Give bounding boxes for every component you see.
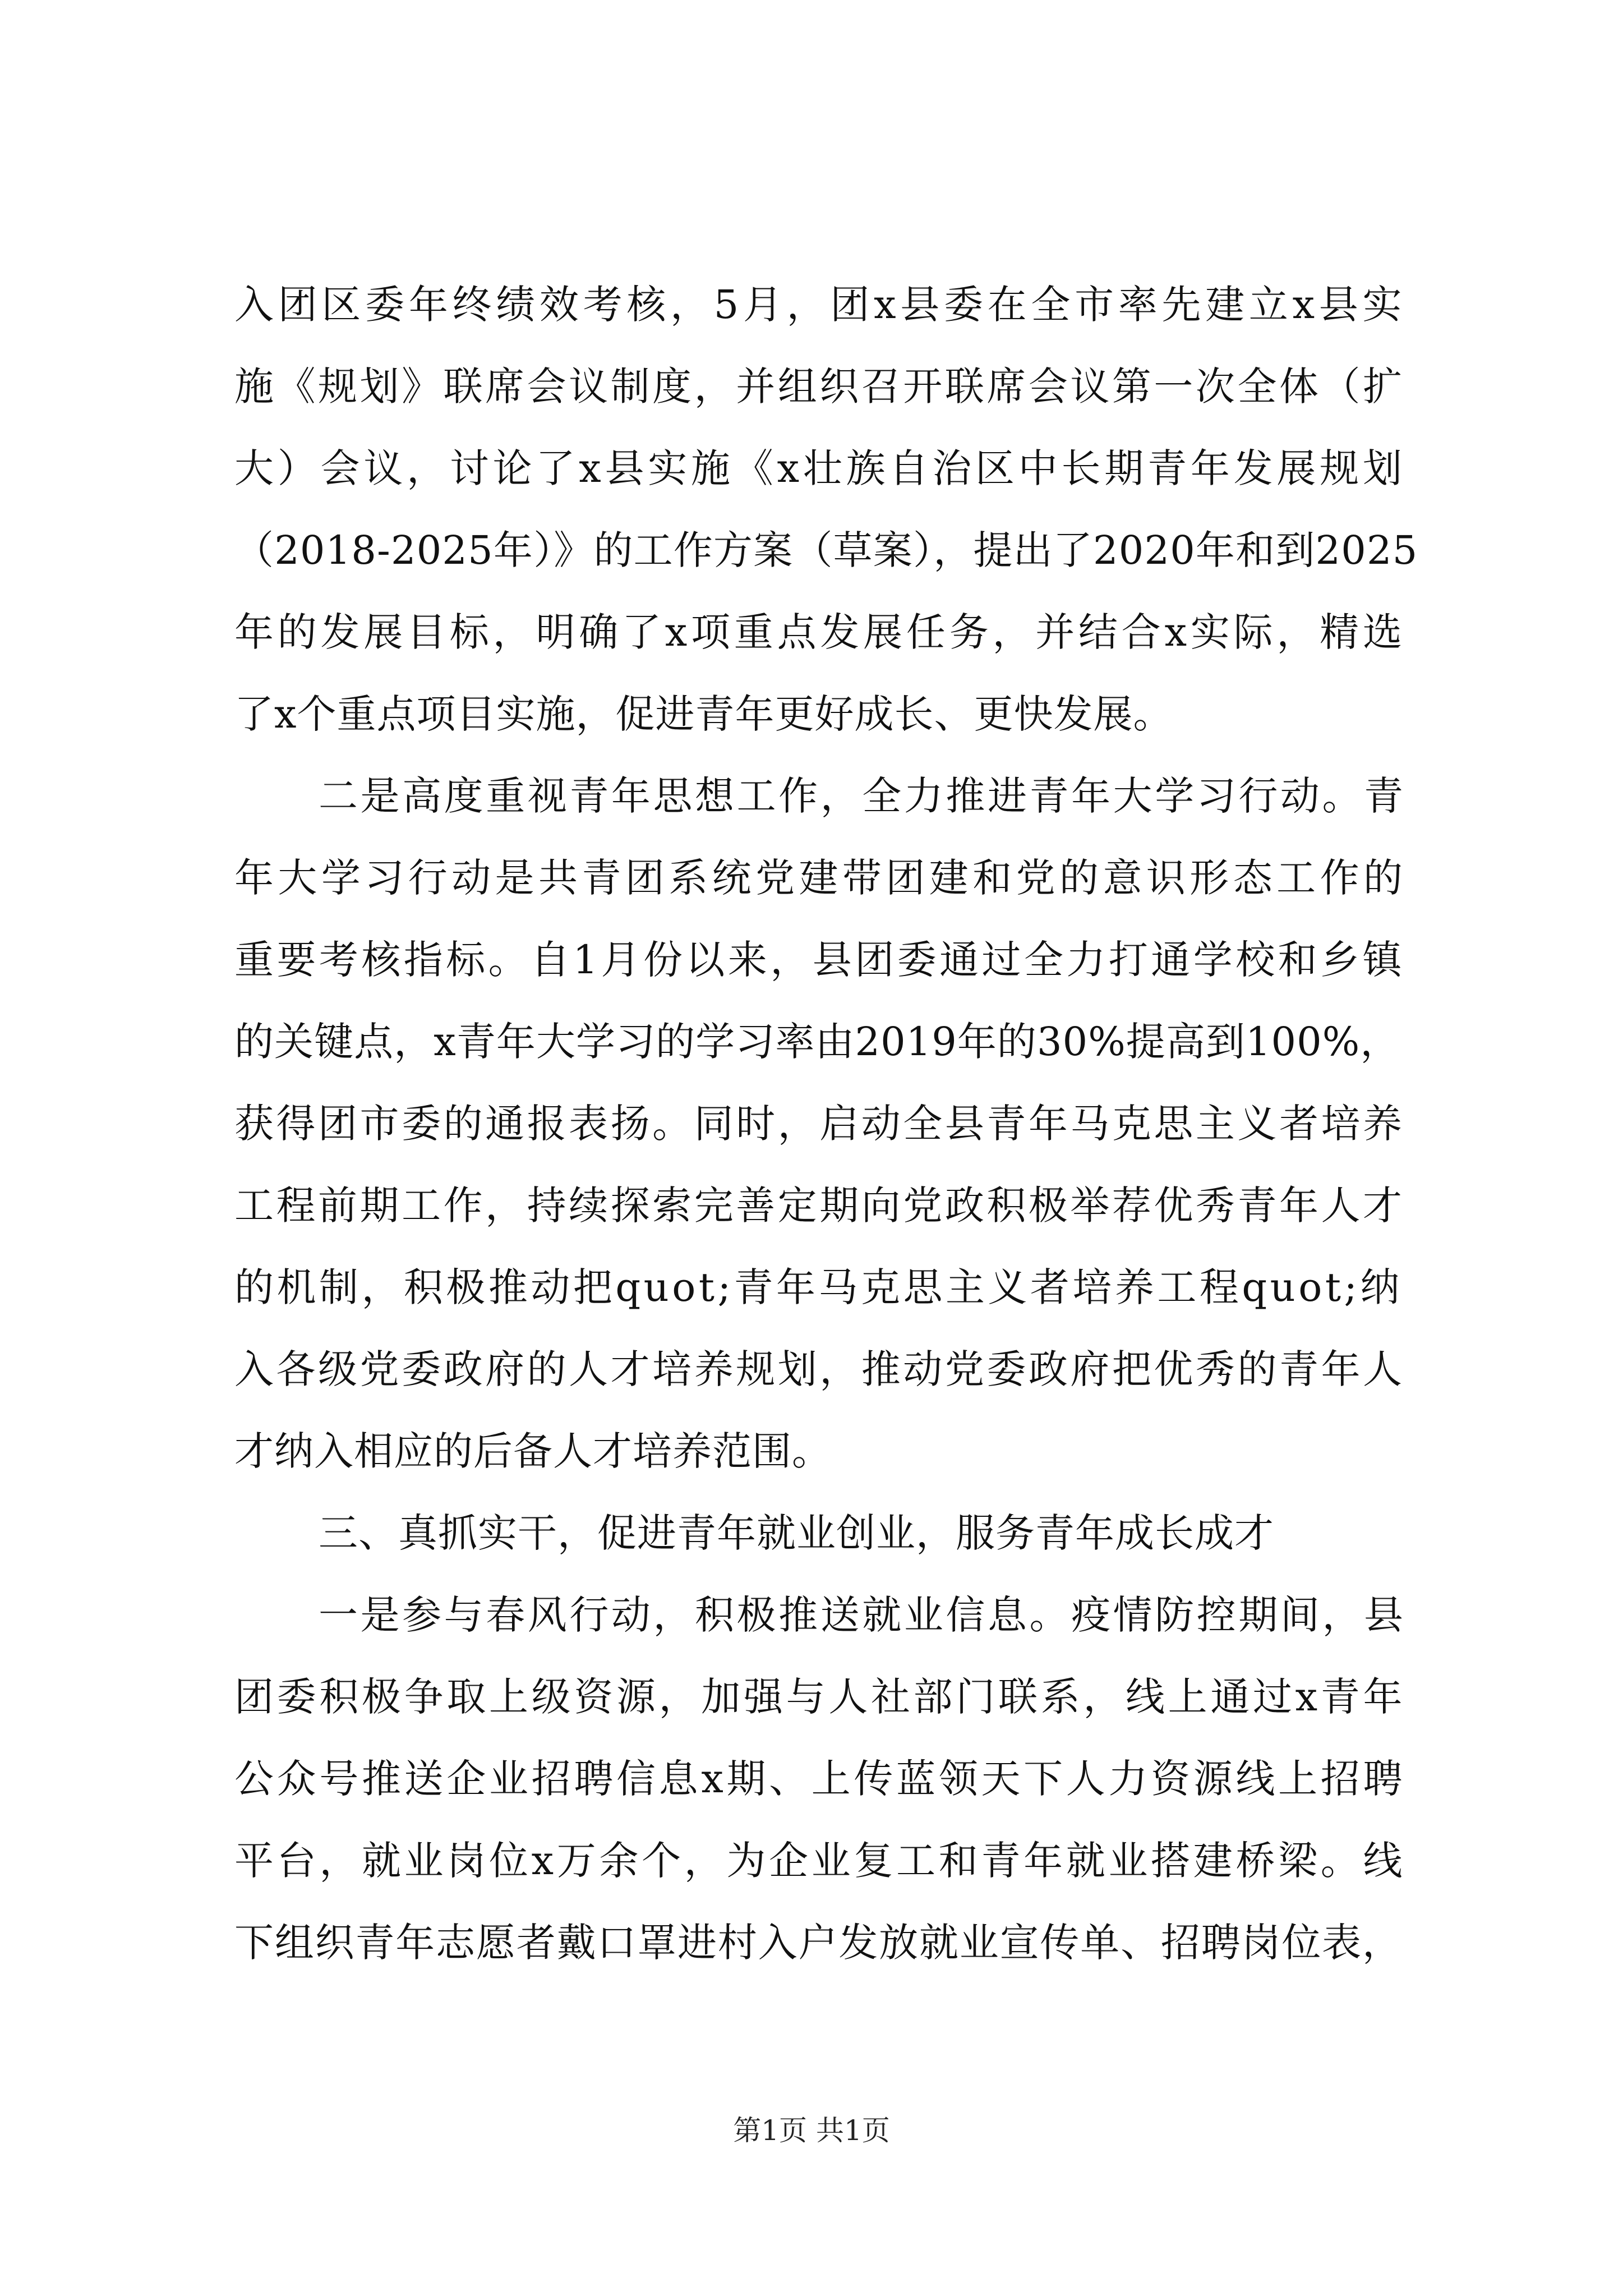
text-line: 公众号推送企业招聘信息x期、上传蓝领天下人力资源线上招聘 (234, 1756, 1406, 1802)
text-line: 的关键点，x青年大学习的学习率由2019年的30%提高到100%， (234, 1019, 1400, 1065)
text-line: 年的发展目标，明确了x项重点发展任务，并结合x实际，精选 (234, 609, 1406, 655)
page-footer: 第1页 共1页 (733, 2114, 890, 2147)
text-line: 重要考核指标。自1月份以来，县团委通过全力打通学校和乡镇 (234, 937, 1405, 983)
text-line: 的机制，积极推动把quot;青年马克思主义者培养工程quot;纳 (234, 1264, 1403, 1310)
text-line: 大）会议，讨论了x县实施《x壮族自治区中长期青年发展规划 (234, 445, 1406, 491)
text-line: 施《规划》联席会议制度，并组织召开联席会议第一次全体（扩 (234, 364, 1405, 409)
text-line: 工程前期工作，持续探索完善定期向党政积极举荐优秀青年人才 (234, 1182, 1405, 1228)
text-line: 入各级党委政府的人才培养规划，推动党委政府把优秀的青年人 (234, 1346, 1405, 1392)
text-line: 入团区委年终绩效考核，5月，团x县委在全市率先建立x县实 (234, 282, 1407, 328)
text-line: 二是高度重视青年思想工作，全力推进青年大学习行动。青 (319, 773, 1406, 819)
text-line: 才纳入相应的后备人才培养范围。 (234, 1428, 832, 1474)
text-line: 下组织青年志愿者戴口罩进村入户发放就业宣传单、招聘岗位表， (234, 1920, 1403, 1966)
text-line: 年大学习行动是共青团系统党建带团建和党的意识形态工作的 (234, 855, 1407, 901)
text-line: 三、真抓实干，促进青年就业创业，服务青年成长成才 (319, 1510, 1274, 1556)
text-line: （2018-2025年）》的工作方案（草案），提出了2020年和到2025 (234, 527, 1418, 573)
text-line: 平台，就业岗位x万余个，为企业复工和青年就业搭建桥梁。线 (234, 1838, 1406, 1884)
document-body (234, 264, 1418, 1984)
text-line: 一是参与春风行动，积极推送就业信息。疫情防控期间，县 (319, 1592, 1406, 1638)
text-line: 团委积极争取上级资源，加强与人社部门联系，线上通过x青年 (234, 1674, 1406, 1720)
text-line: 获得团市委的通报表扬。同时，启动全县青年马克思主义者培养 (234, 1101, 1405, 1147)
text-line: 了x个重点项目实施，促进青年更好成长、更快发展。 (234, 691, 1173, 737)
